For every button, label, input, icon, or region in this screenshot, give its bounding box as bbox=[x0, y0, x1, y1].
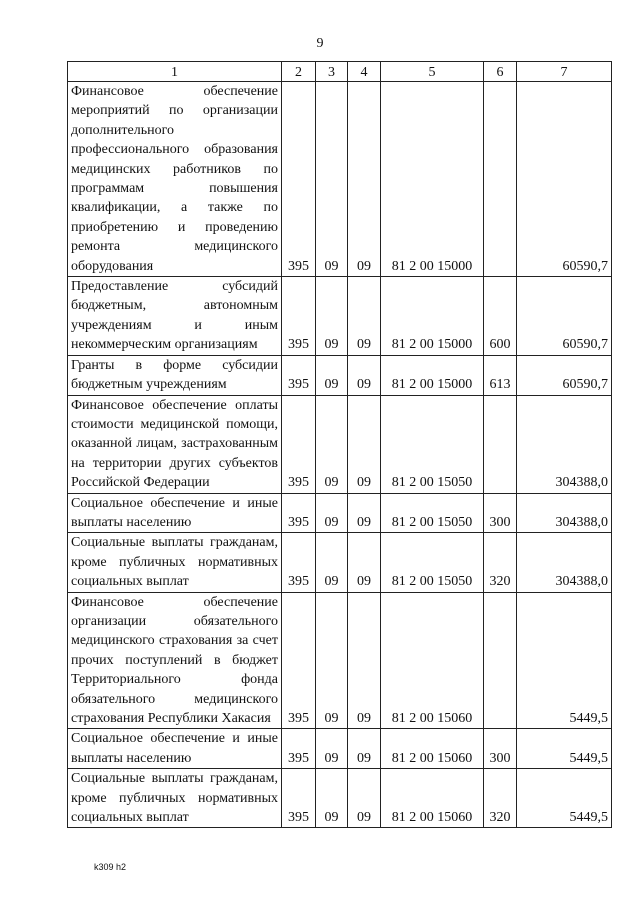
cell-subsection: 09 bbox=[348, 82, 381, 277]
row-description: Финансовое обеспечение оплаты стоимости медицинской помощи, оказанной лицам, застрахованным на территории других субъектов Российской Федерации bbox=[68, 395, 282, 493]
cell-code: 395 bbox=[282, 277, 316, 356]
cell-code: 395 bbox=[282, 493, 316, 533]
cell-amount: 60590,7 bbox=[517, 277, 612, 356]
row-description: Социальное обеспечение и иные выплаты населению bbox=[68, 729, 282, 769]
cell-subsection: 09 bbox=[348, 395, 381, 493]
cell-amount: 60590,7 bbox=[517, 82, 612, 277]
cell-target: 81 2 00 15050 bbox=[381, 493, 484, 533]
footer-code: k309 h2 bbox=[94, 862, 127, 872]
cell-target: 81 2 00 15060 bbox=[381, 729, 484, 769]
header-cell: 1 bbox=[68, 62, 282, 82]
cell-subsection: 09 bbox=[348, 592, 381, 729]
cell-expense-type bbox=[484, 592, 517, 729]
cell-expense-type: 300 bbox=[484, 493, 517, 533]
cell-target: 81 2 00 15000 bbox=[381, 82, 484, 277]
row-description: Социальное обеспечение и иные выплаты населению bbox=[68, 493, 282, 533]
cell-subsection: 09 bbox=[348, 533, 381, 592]
cell-expense-type: 600 bbox=[484, 277, 517, 356]
cell-code: 395 bbox=[282, 592, 316, 729]
budget-table bbox=[67, 61, 612, 828]
header-cell: 3 bbox=[316, 62, 348, 82]
row-description: Финансовое обеспечение организации обязательного медицинского страхования за счет прочих поступлений в бюджет Территориального фонда обязательного медицинского страхования Республики Хакасия bbox=[68, 592, 282, 729]
cell-target: 81 2 00 15000 bbox=[381, 277, 484, 356]
header-cell: 6 bbox=[484, 62, 517, 82]
table-row bbox=[68, 729, 612, 769]
table-row bbox=[68, 277, 612, 356]
cell-section: 09 bbox=[316, 533, 348, 592]
cell-expense-type: 320 bbox=[484, 769, 517, 828]
cell-subsection: 09 bbox=[348, 277, 381, 356]
cell-subsection: 09 bbox=[348, 729, 381, 769]
table-row bbox=[68, 592, 612, 729]
cell-section: 09 bbox=[316, 493, 348, 533]
cell-target: 81 2 00 15060 bbox=[381, 769, 484, 828]
cell-amount: 60590,7 bbox=[517, 355, 612, 395]
cell-section: 09 bbox=[316, 277, 348, 356]
cell-amount: 5449,5 bbox=[517, 592, 612, 729]
cell-amount: 5449,5 bbox=[517, 769, 612, 828]
header-cell: 4 bbox=[348, 62, 381, 82]
cell-code: 395 bbox=[282, 769, 316, 828]
cell-code: 395 bbox=[282, 355, 316, 395]
row-description: Социальные выплаты гражданам, кроме публичных нормативных социальных выплат bbox=[68, 769, 282, 828]
cell-section: 09 bbox=[316, 769, 348, 828]
row-description: Предоставление субсидий бюджетным, автономным учреждениям и иным некоммерческим организациям bbox=[68, 277, 282, 356]
cell-code: 395 bbox=[282, 82, 316, 277]
cell-expense-type bbox=[484, 82, 517, 277]
cell-code: 395 bbox=[282, 729, 316, 769]
cell-target: 81 2 00 15050 bbox=[381, 395, 484, 493]
cell-amount: 304388,0 bbox=[517, 533, 612, 592]
cell-amount: 304388,0 bbox=[517, 395, 612, 493]
row-description: Гранты в форме субсидии бюджетным учреждениям bbox=[68, 355, 282, 395]
table-row bbox=[68, 493, 612, 533]
row-description: Социальные выплаты гражданам, кроме публичных нормативных социальных выплат bbox=[68, 533, 282, 592]
table-row bbox=[68, 395, 612, 493]
cell-section: 09 bbox=[316, 355, 348, 395]
header-cell: 5 bbox=[381, 62, 484, 82]
cell-section: 09 bbox=[316, 82, 348, 277]
header-row bbox=[68, 62, 612, 82]
header-cell: 2 bbox=[282, 62, 316, 82]
cell-code: 395 bbox=[282, 533, 316, 592]
cell-target: 81 2 00 15060 bbox=[381, 592, 484, 729]
cell-amount: 304388,0 bbox=[517, 493, 612, 533]
cell-section: 09 bbox=[316, 592, 348, 729]
table-row bbox=[68, 82, 612, 277]
cell-code: 395 bbox=[282, 395, 316, 493]
header-cell: 7 bbox=[517, 62, 612, 82]
row-description: Финансовое обеспечение мероприятий по организации дополнительного профессионального образования медицинских работников по программам повышения квалификации, а также по приобретению и проведению ремонта медицинского оборудования bbox=[68, 82, 282, 277]
cell-subsection: 09 bbox=[348, 493, 381, 533]
cell-target: 81 2 00 15050 bbox=[381, 533, 484, 592]
table-row bbox=[68, 355, 612, 395]
cell-expense-type: 613 bbox=[484, 355, 517, 395]
cell-section: 09 bbox=[316, 395, 348, 493]
cell-expense-type: 320 bbox=[484, 533, 517, 592]
cell-section: 09 bbox=[316, 729, 348, 769]
table-row bbox=[68, 533, 612, 592]
cell-subsection: 09 bbox=[348, 355, 381, 395]
cell-expense-type: 300 bbox=[484, 729, 517, 769]
cell-expense-type bbox=[484, 395, 517, 493]
cell-amount: 5449,5 bbox=[517, 729, 612, 769]
page-number: 9 bbox=[316, 36, 324, 51]
cell-target: 81 2 00 15000 bbox=[381, 355, 484, 395]
table-row bbox=[68, 769, 612, 828]
cell-subsection: 09 bbox=[348, 769, 381, 828]
